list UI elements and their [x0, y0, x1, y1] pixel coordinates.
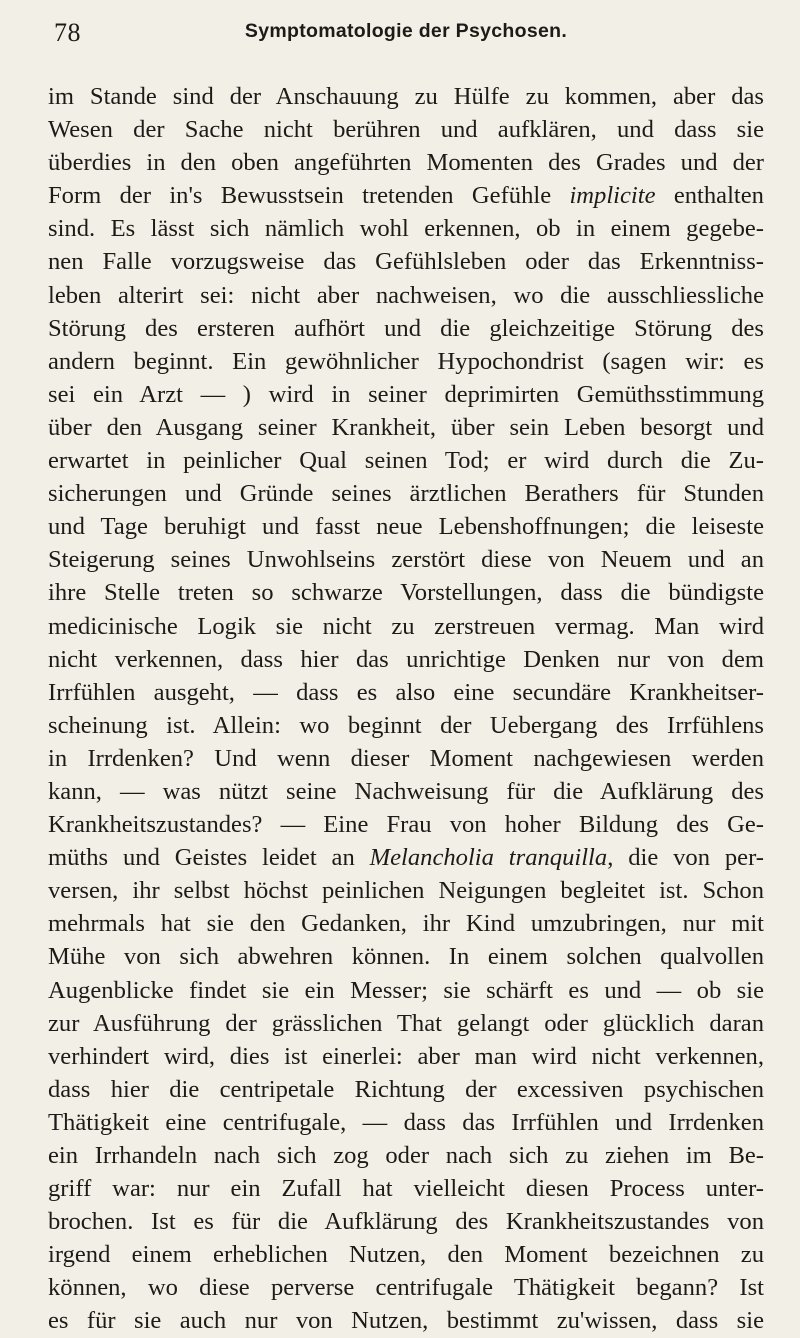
- text-line: überdies in den oben angeführten Momenten des Grades und der: [48, 149, 764, 177]
- text-line: dass hier die centripetale Richtung der excessiven psychischen: [48, 1075, 764, 1103]
- text-line: Wesen der Sache nicht berühren und aufklären, und dass sie: [48, 116, 764, 144]
- text-line: irgend einem erheblichen Nutzen, den Moment bezeichnen zu: [48, 1241, 764, 1269]
- text-line: Krankheitszustandes? — Eine Frau von hoher Bildung des Ge-: [48, 811, 764, 839]
- text-line: nen Falle vorzugsweise das Gefühlsleben oder das Erkenntniss-: [48, 248, 764, 276]
- text-line: scheinung ist. Allein: wo beginnt der Uebergang des Irrfühlens: [48, 711, 764, 739]
- text-line: Augenblicke findet sie ein Messer; sie schärft es und — ob sie: [48, 976, 764, 1004]
- body-text: [48, 80, 764, 1338]
- text-line: leben alterirt sei: nicht aber nachweisen, wo die ausschliessliche: [48, 281, 764, 309]
- text-line: in Irrdenken? Und wenn dieser Moment nachgewiesen werden: [48, 744, 764, 772]
- text-line: Steigerung seines Unwohlseins zerstört diese von Neuem und an: [48, 546, 764, 574]
- text-line: medicinische Logik sie nicht zu zerstreuen vermag. Man wird: [48, 612, 764, 640]
- text-line: erwartet in peinlicher Qual seinen Tod; er wird durch die Zu-: [48, 447, 764, 475]
- text-line: zur Ausführung der grässlichen That gelangt oder glücklich daran: [48, 1009, 764, 1037]
- text-line: Form der in's Bewusstsein tretenden Gefühle implicite enthalten: [48, 182, 764, 210]
- text-line: müths und Geistes leidet an Melancholia tranquilla, die von per-: [48, 844, 764, 872]
- text-line: ihre Stelle treten so schwarze Vorstellungen, dass die bündigste: [48, 579, 764, 607]
- text-line: kann, — was nützt seine Nachweisung für die Aufklärung des: [48, 777, 764, 805]
- text-line: mehrmals hat sie den Gedanken, ihr Kind umzubringen, nur mit: [48, 910, 764, 938]
- page-header: [48, 14, 764, 58]
- text-line: andern beginnt. Ein gewöhnlicher Hypochondrist (sagen wir: es: [48, 347, 764, 375]
- text-line: sicherungen und Gründe seines ärztlichen Berathers für Stunden: [48, 480, 764, 508]
- text-line: Thätigkeit eine centrifugale, — dass das Irrfühlen und Irrdenken: [48, 1108, 764, 1136]
- text-line: im Stande sind der Anschauung zu Hülfe zu kommen, aber das: [48, 83, 764, 110]
- text-line: versen, ihr selbst höchst peinlichen Neigungen begleitet ist. Schon: [48, 877, 764, 905]
- text-line: ein Irrhandeln nach sich zog oder nach sich zu ziehen im Be-: [48, 1142, 764, 1169]
- text-line: können, wo diese perverse centrifugale Thätigkeit begann? Ist: [48, 1274, 764, 1302]
- text-line: Störung des ersteren aufhört und die gleichzeitige Störung des: [48, 314, 764, 342]
- running-head: Symptomatologie der Psychosen.: [244, 20, 568, 42]
- text-line: Irrfühlen ausgeht, — dass es also eine secundäre Krankheitser-: [48, 678, 764, 706]
- text-line: sind. Es lässt sich nämlich wohl erkennen, ob in einem gegebe-: [48, 215, 764, 243]
- text-line: es für sie auch nur von Nutzen, bestimmt zu'wissen, dass sie: [48, 1307, 764, 1335]
- text-line: sei ein Arzt — ) wird in seiner deprimirten Gemüthsstimmung: [48, 380, 764, 408]
- text-line: nicht verkennen, dass hier das unrichtige Denken nur von dem: [48, 645, 764, 673]
- text-line: Mühe von sich abwehren können. In einem solchen qualvollen: [48, 943, 764, 971]
- text-line: brochen. Ist es für die Aufklärung des Krankheitszustandes von: [48, 1208, 764, 1236]
- text-line: über den Ausgang seiner Krankheit, über sein Leben besorgt und: [48, 413, 764, 441]
- text-line: und Tage beruhigt und fasst neue Lebenshoffnungen; die leiseste: [48, 513, 764, 541]
- text-line: verhindert wird, dies ist einerlei: aber man wird nicht verkennen,: [48, 1042, 764, 1070]
- page-number: 78: [54, 18, 81, 47]
- text-line: griff war: nur ein Zufall hat vielleicht diesen Process unter-: [48, 1175, 764, 1203]
